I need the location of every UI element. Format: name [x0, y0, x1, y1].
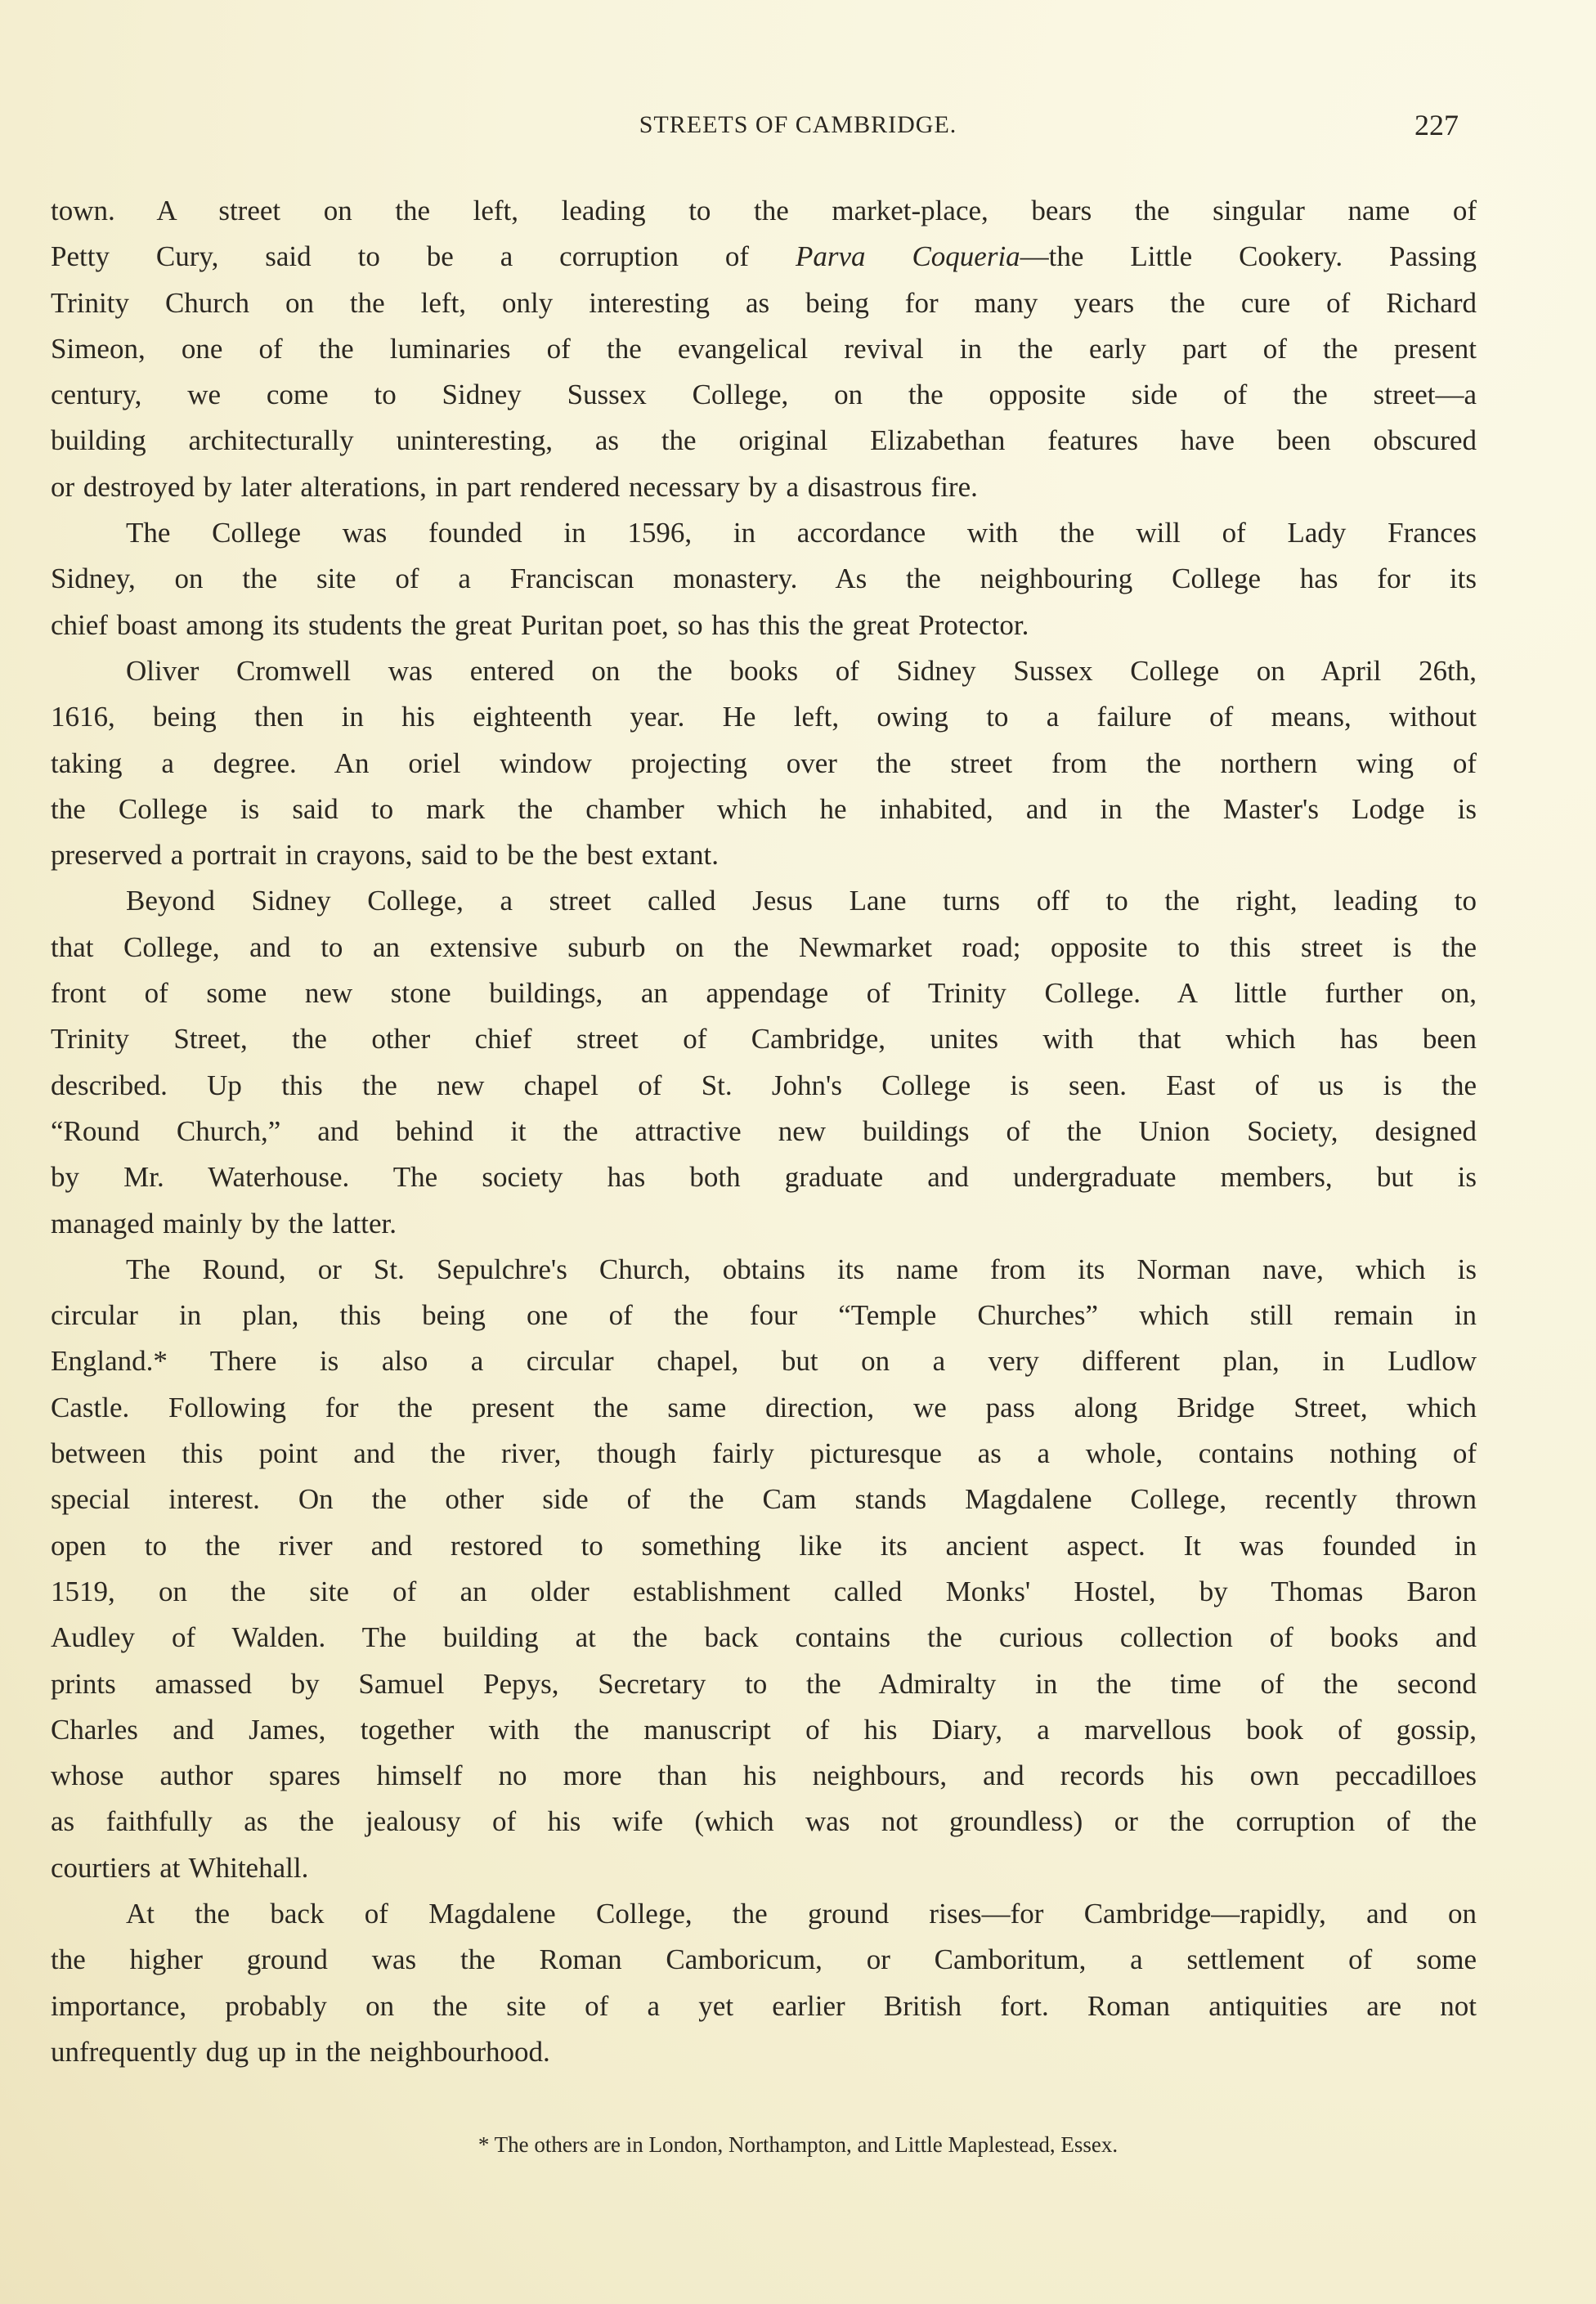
running-head [0, 108, 1596, 149]
text-line [51, 326, 1477, 372]
text-run: the College is said to mark the chamber which he inhabited, and in the Master's Lodge is [51, 792, 1477, 825]
text-run: whose author spares himself no more than his neighbours, and records his own peccadilloes [51, 1759, 1477, 1792]
text-line [51, 970, 1477, 1016]
text-run: or destroyed by later alterations, in part rendered necessary by a disastrous fire. [51, 470, 978, 503]
text-run: 1519, on the site of an older establishment called Monks' Hostel, by Thomas Baron [51, 1575, 1477, 1607]
text-line [51, 1293, 1477, 1338]
text-run: circular in plan, this being one of the four “Temple Churches” which still remain in [51, 1299, 1477, 1332]
text-line [51, 1338, 1477, 1384]
text-line [51, 1016, 1477, 1062]
text-line [51, 1569, 1477, 1615]
text-line [51, 787, 1477, 832]
text-run: building architecturally uninteresting, as the original Elizabethan features have been obscured [51, 424, 1477, 457]
text-line [51, 1707, 1477, 1753]
text-line [51, 1385, 1477, 1431]
text-run: town. A street on the left, leading to the market-place, bears the singular name of [51, 195, 1477, 226]
text-run: unfrequently dug up in the neighbourhood. [51, 2035, 550, 2068]
running-title: STREETS OF CAMBRIDGE. [639, 111, 957, 138]
text-run: special interest. On the other side of the Cam stands Magdalene College, recently thrown [51, 1483, 1477, 1516]
text-run: the higher ground was the Roman Camboricum, or Camboritum, a settlement of some [51, 1943, 1477, 1976]
text-run: Oliver Cromwell was entered on the books of Sidney Sussex College on April 26th, [126, 654, 1477, 687]
text-line [51, 1109, 1477, 1154]
text-run: The Round, or St. Sepulchre's Church, obtains its name from its Norman nave, which is [126, 1253, 1477, 1285]
text-line [51, 372, 1477, 418]
text-run: managed mainly by the latter. [51, 1207, 397, 1239]
text-line [51, 832, 1477, 878]
text-line [51, 1753, 1477, 1799]
text-run: as faithfully as the jealousy of his wife (which was not groundless) or the corruption of the [51, 1805, 1477, 1838]
text-run: prints amassed by Samuel Pepys, Secretary to the Admiralty in the time of the second [51, 1667, 1477, 1700]
text-line [51, 1477, 1477, 1522]
text-line [51, 1661, 1477, 1707]
text-run: Simeon, one of the luminaries of the evangelical revival in the early part of the present [51, 332, 1477, 365]
text-line [51, 188, 1477, 234]
text-line [51, 418, 1477, 464]
text-run: Audley of Walden. The building at the back contains the curious collection of books and [51, 1621, 1477, 1654]
text-run: —the Little Cookery. Passing [1020, 240, 1477, 273]
text-run: Sidney, on the site of a Franciscan monastery. As the neighbouring College has for its [51, 563, 1477, 595]
text-run: 1616, being then in his eighteenth year. He left, owing to a failure of means, without [51, 701, 1477, 733]
text-line [51, 510, 1477, 556]
text-run: century, we come to Sidney Sussex College, on the opposite side of the street—a [51, 379, 1477, 411]
text-run: Trinity Street, the other chief street of Cambridge, unites with that which has been [51, 1023, 1477, 1056]
text-line [51, 1984, 1477, 2029]
text-line [51, 878, 1477, 924]
text-run: front of some new stone buildings, an appendage of Trinity College. A little further on, [51, 977, 1477, 1010]
text-line [51, 556, 1477, 602]
text-line [51, 1845, 1477, 1891]
text-run: chief boast among its students the great Puritan poet, so has this the great Protector. [51, 608, 1029, 641]
text-line [51, 1615, 1477, 1661]
text-run: Castle. Following for the present the same direction, we pass along Bridge Street, which [51, 1391, 1477, 1423]
text-run: At the back of Magdalene College, the ground rises—for Cambridge—rapidly, and on [126, 1897, 1477, 1930]
text-line [51, 2029, 1477, 2075]
text-run: Charles and James, together with the manuscript of his Diary, a marvellous book of gossip, [51, 1713, 1477, 1746]
text-line [51, 1799, 1477, 1845]
text-run: courtiers at Whitehall. [51, 1851, 309, 1884]
text-run: preserved a portrait in crayons, said to be the best extant. [51, 839, 719, 872]
text-run: Trinity Church on the left, only interesting as being for many years the cure of Richard [51, 286, 1477, 319]
text-run: that College, and to an extensive suburb on the Newmarket road; opposite to this street is the [51, 930, 1477, 963]
text-line [51, 1063, 1477, 1109]
text-run: described. Up this the new chapel of St. John's College is seen. East of us is the [51, 1069, 1477, 1101]
italic-text: Parva Coqueria [795, 240, 1020, 273]
text-line [51, 234, 1477, 280]
text-run: England.* There is also a circular chapel, but on a very different plan, in Ludlow [51, 1345, 1477, 1378]
text-line [51, 280, 1477, 326]
text-line [51, 1523, 1477, 1569]
text-line [51, 603, 1477, 648]
text-line [51, 1937, 1477, 1983]
text-run: The College was founded in 1596, in accordance with the will of Lady Frances [126, 517, 1477, 549]
text-line [51, 464, 1477, 510]
text-run: Petty Cury, said to be a corruption of [51, 240, 796, 273]
text-run: importance, probably on the site of a yet earlier British fort. Roman antiquities are not [51, 1989, 1477, 2022]
text-line [51, 1431, 1477, 1477]
text-line [51, 694, 1477, 740]
footnote: * The others are in London, Northampton, and Little Maplestead, Essex. [477, 2132, 1119, 2157]
text-line [51, 1247, 1477, 1293]
text-line [51, 925, 1477, 970]
text-run: open to the river and restored to something like its ancient aspect. It was founded in [51, 1529, 1477, 1562]
text-line [51, 741, 1477, 787]
page-number: 227 [1414, 109, 1459, 141]
text-run: between this point and the river, though fairly picturesque as a whole, contains nothing of [51, 1437, 1477, 1470]
text-line [51, 648, 1477, 694]
body-text [51, 188, 1477, 2075]
text-line [51, 1154, 1477, 1200]
text-run: taking a degree. An oriel window projecting over the street from the northern wing of [51, 746, 1477, 779]
text-line [51, 1891, 1477, 1937]
text-line [51, 1201, 1477, 1247]
text-run: by Mr. Waterhouse. The society has both graduate and undergraduate members, but is [51, 1161, 1477, 1194]
text-run: Beyond Sidney College, a street called Jesus Lane turns off to the right, leading to [126, 885, 1477, 917]
text-run: “Round Church,” and behind it the attractive new buildings of the Union Society, designed [51, 1114, 1477, 1147]
